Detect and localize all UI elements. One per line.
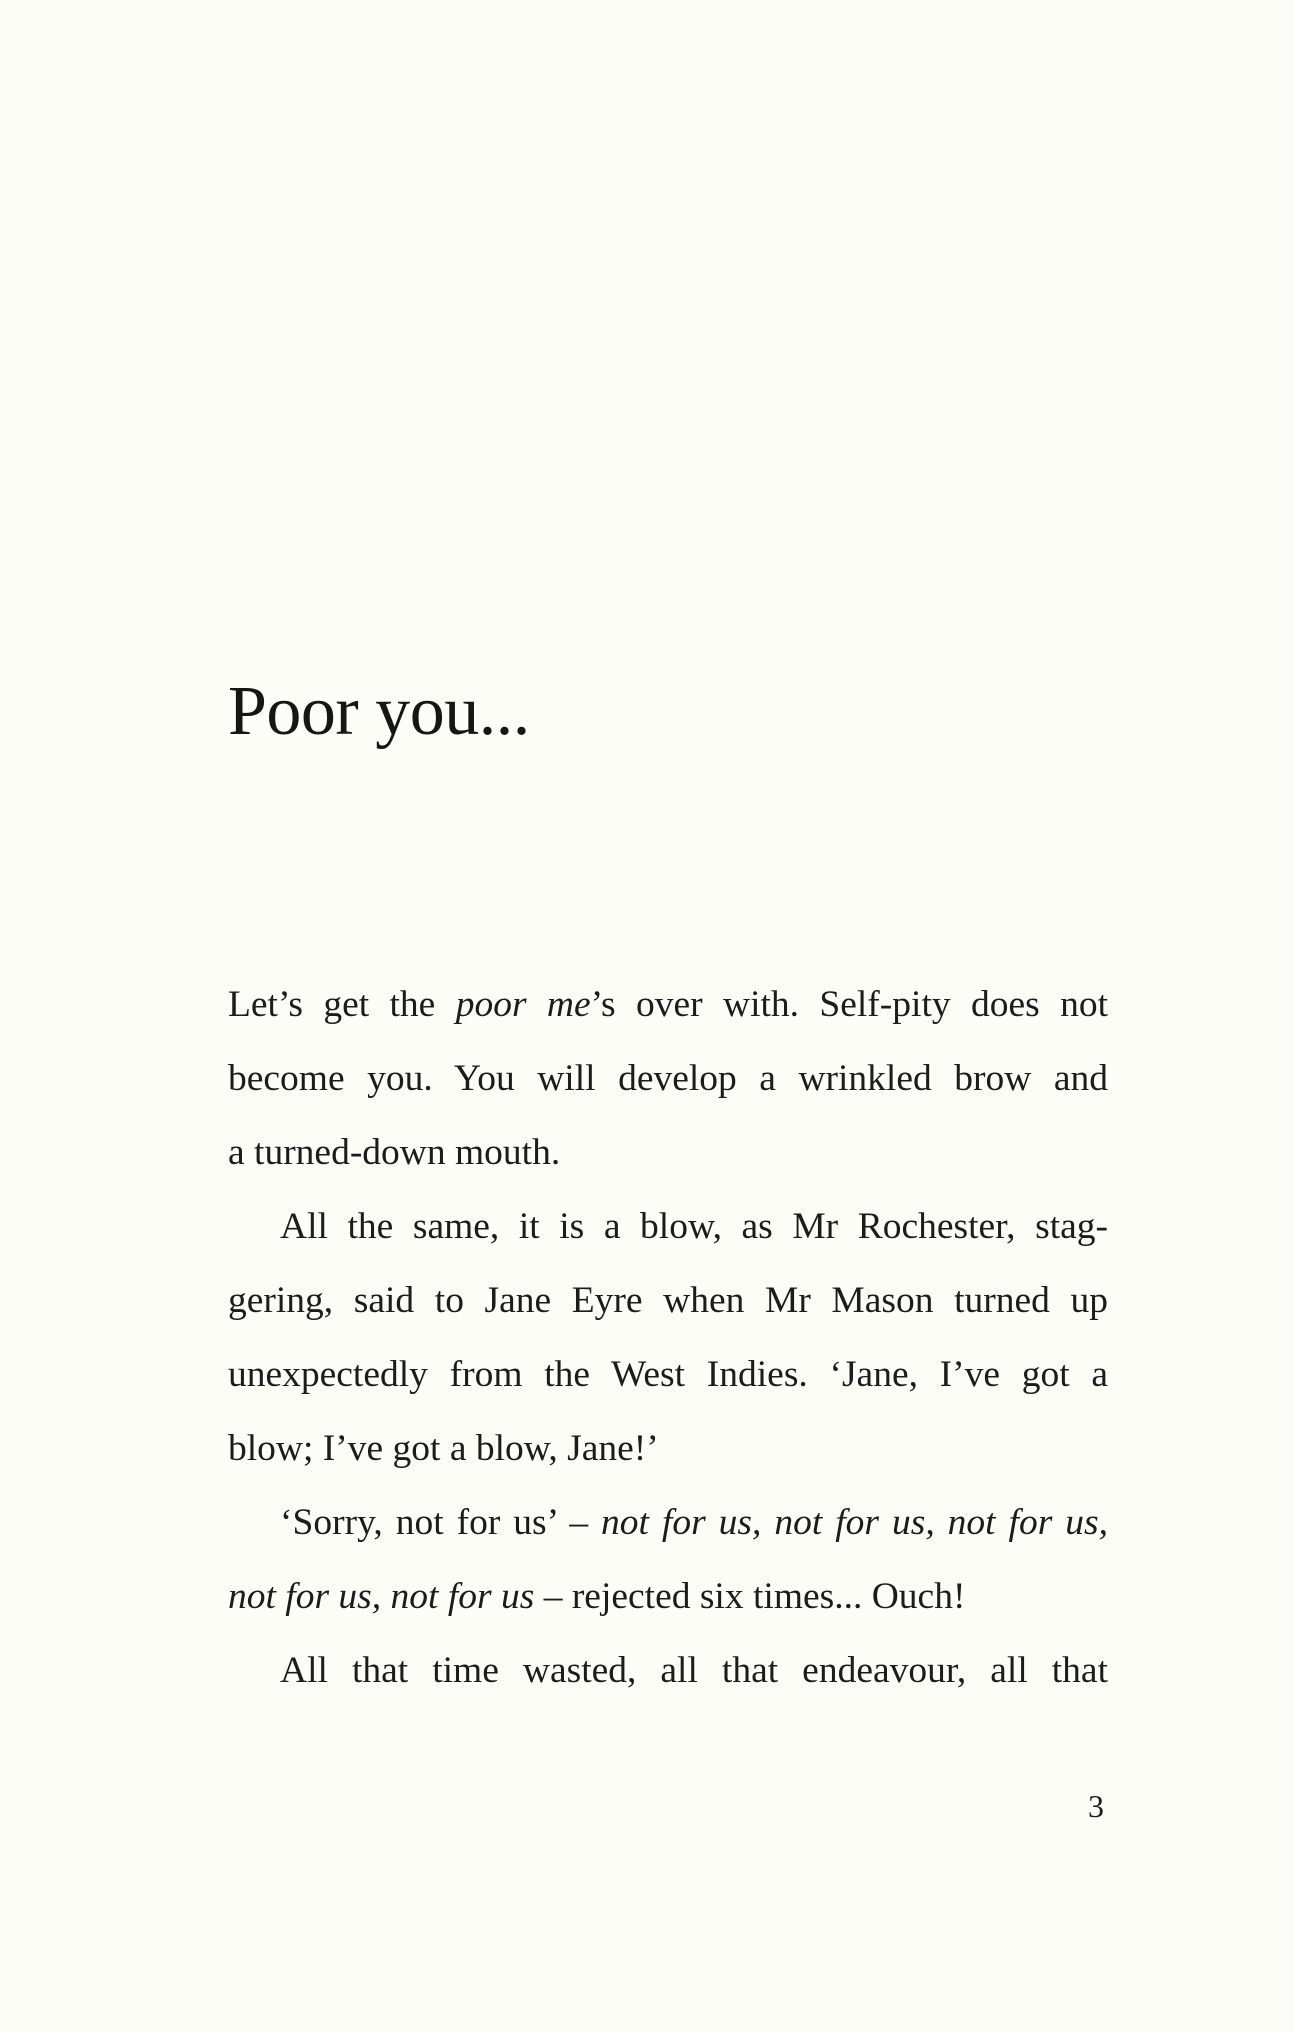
text-line: blow; I’ve got a blow, Jane!’	[228, 1428, 659, 1469]
page-number: 3	[1088, 1788, 1104, 1824]
text-line: gering, said to Jane Eyre when Mr Mason turned up	[228, 1280, 1108, 1321]
text-line: All that time wasted, all that endeavour, all that	[280, 1650, 1108, 1691]
text-line: not for us, not for us – rejected six times... Ouch!	[228, 1576, 966, 1617]
text-line: a turned-down mouth.	[228, 1132, 561, 1173]
italic-phrase: poor me	[455, 984, 591, 1025]
text-line: ‘Sorry, not for us’ – not for us, not for us, not for us,	[280, 1502, 1108, 1543]
text-line: Let’s get the poor me’s over with. Self-pity does not	[228, 984, 1108, 1025]
body-text	[228, 968, 1108, 1708]
italic-phrase: not for us, not for us	[228, 1576, 535, 1617]
chapter-title: Poor you...	[228, 673, 530, 750]
text-line: All the same, it is a blow, as Mr Rochester, stag-	[280, 1206, 1108, 1247]
text-line: become you. You will develop a wrinkled brow and	[228, 1058, 1108, 1099]
italic-phrase: not for us, not for us, not for us,	[601, 1502, 1108, 1543]
text-line: unexpectedly from the West Indies. ‘Jane, I’ve got a	[228, 1354, 1108, 1395]
